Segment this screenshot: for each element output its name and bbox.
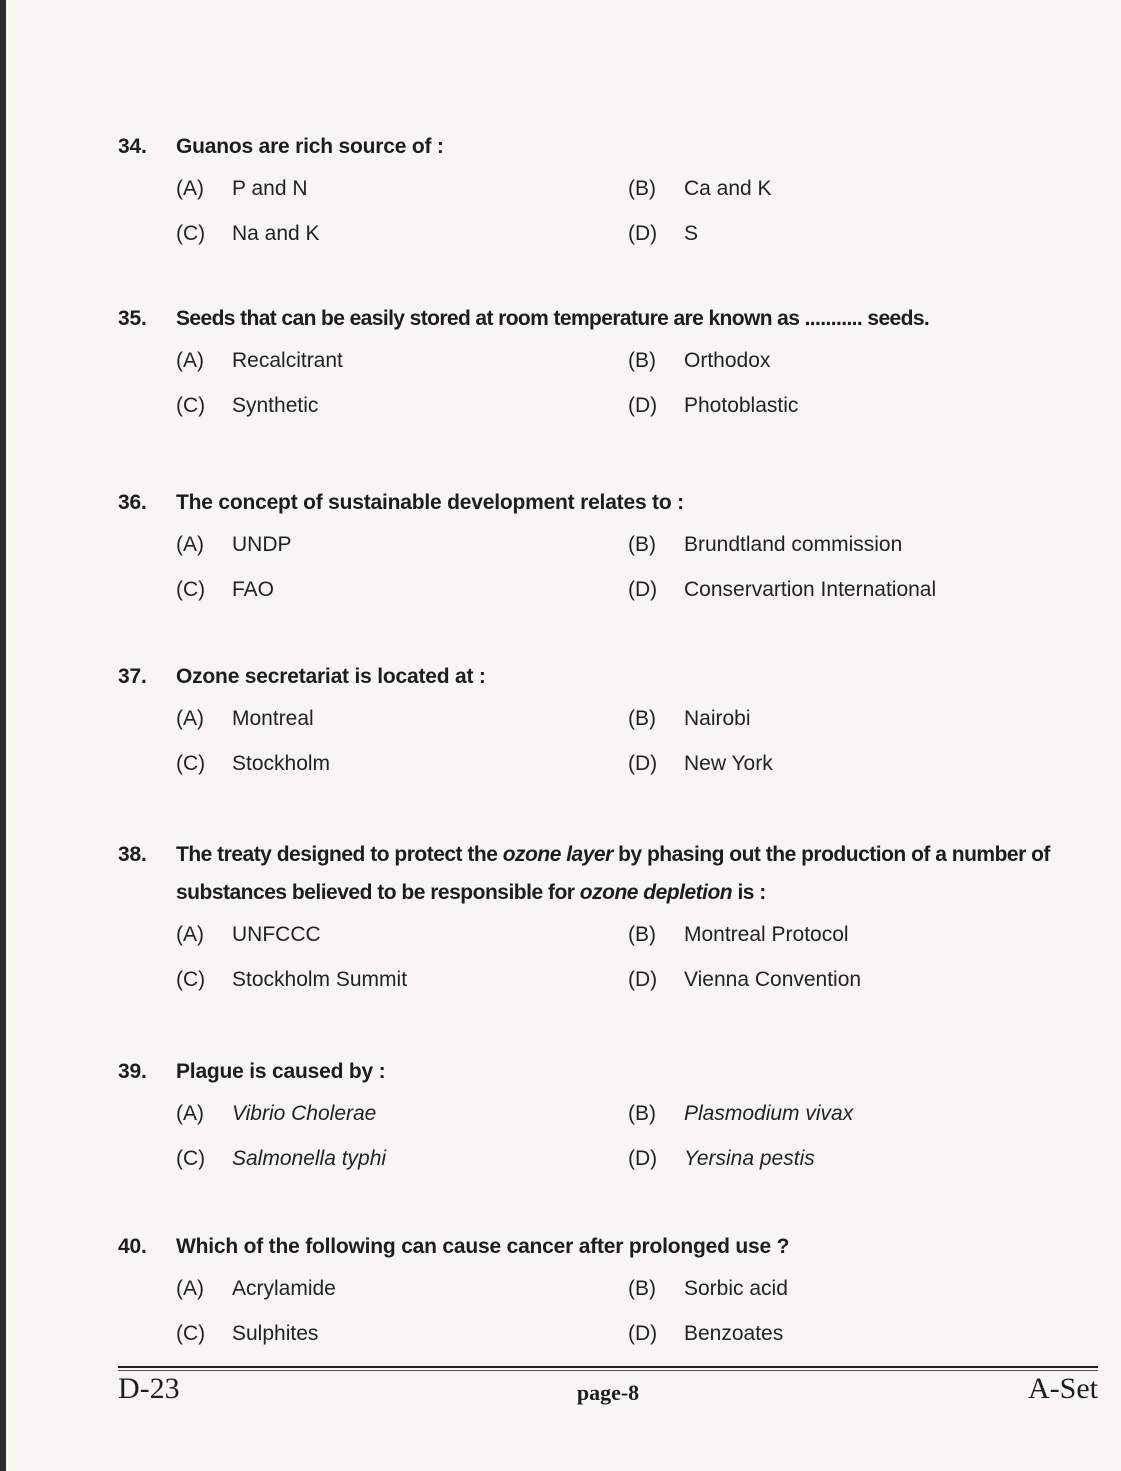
question-number: 37. — [118, 665, 147, 688]
option-b: (B) Orthodox — [628, 348, 771, 372]
option-a: (A) Recalcitrant — [176, 348, 343, 372]
question-39 — [118, 1053, 1103, 1181]
question-text: Ozone secretariat is located at : — [176, 665, 486, 688]
question-number: 38. — [118, 843, 147, 866]
option-c: (C) Sulphites — [176, 1321, 319, 1345]
option-b: (B) Montreal Protocol — [628, 922, 849, 946]
option-d: (D) S — [628, 221, 699, 245]
question-36 — [118, 484, 1103, 612]
question-text: Guanos are rich source of : — [176, 135, 444, 158]
option-a: (A) Montreal — [176, 706, 314, 730]
paper-code: D-23 — [118, 1372, 180, 1405]
option-c: (C) Stockholm Summit — [176, 967, 408, 991]
option-c: (C) Synthetic — [176, 393, 319, 417]
option-c: (C) Salmonella typhi — [176, 1146, 387, 1170]
question-35 — [118, 300, 1103, 428]
footer-divider-thin — [118, 1370, 1098, 1371]
question-37 — [118, 658, 1103, 786]
question-number: 39. — [118, 1060, 147, 1083]
question-text: Plague is caused by : — [176, 1060, 386, 1083]
option-d: (D) Conservartion International — [628, 577, 937, 601]
option-c: (C) Stockholm — [176, 751, 331, 775]
question-text: Seeds that can be easily stored at room temperature are known as ........... seeds. — [176, 307, 930, 330]
option-a: (A) Acrylamide — [176, 1276, 336, 1300]
set-label: A-Set — [1028, 1372, 1098, 1405]
question-text: The concept of sustainable development relates to : — [176, 491, 684, 514]
question-number: 40. — [118, 1235, 147, 1258]
question-number: 36. — [118, 491, 147, 514]
page-edge-shadow — [0, 0, 6, 1471]
option-d: (D) Benzoates — [628, 1321, 784, 1345]
option-c: (C) Na and K — [176, 221, 320, 245]
option-a: (A) UNDP — [176, 532, 292, 556]
option-d: (D) Photoblastic — [628, 393, 799, 417]
option-d: (D) New York — [628, 751, 773, 775]
option-b: (B) Ca and K — [628, 176, 772, 200]
option-b: (B) Sorbic acid — [628, 1276, 788, 1300]
option-b: (B) Plasmodium vivax — [628, 1101, 854, 1125]
question-number: 34. — [118, 135, 147, 158]
option-a: (A) P and N — [176, 176, 308, 200]
option-c: (C) FAO — [176, 577, 275, 601]
option-a: (A) UNFCCC — [176, 922, 321, 946]
question-number: 35. — [118, 307, 147, 330]
question-text: The treaty designed to protect the ozone layer by phasing out the production of a number of substances believed to be responsible for ozone depletion is : — [176, 843, 1050, 904]
option-a: (A) Vibrio Cholerae — [176, 1101, 377, 1125]
option-d: (D) Yersina pestis — [628, 1146, 815, 1170]
page-number: page-8 — [576, 1380, 640, 1405]
option-b: (B) Brundtland commission — [628, 532, 903, 556]
question-text: Which of the following can cause cancer after prolonged use ? — [176, 1235, 790, 1258]
question-34 — [118, 128, 1103, 256]
question-38 — [118, 836, 1103, 1002]
option-d: (D) Vienna Convention — [628, 967, 862, 991]
option-b: (B) Nairobi — [628, 706, 751, 730]
footer-divider — [118, 1366, 1098, 1368]
question-40 — [118, 1228, 1103, 1356]
